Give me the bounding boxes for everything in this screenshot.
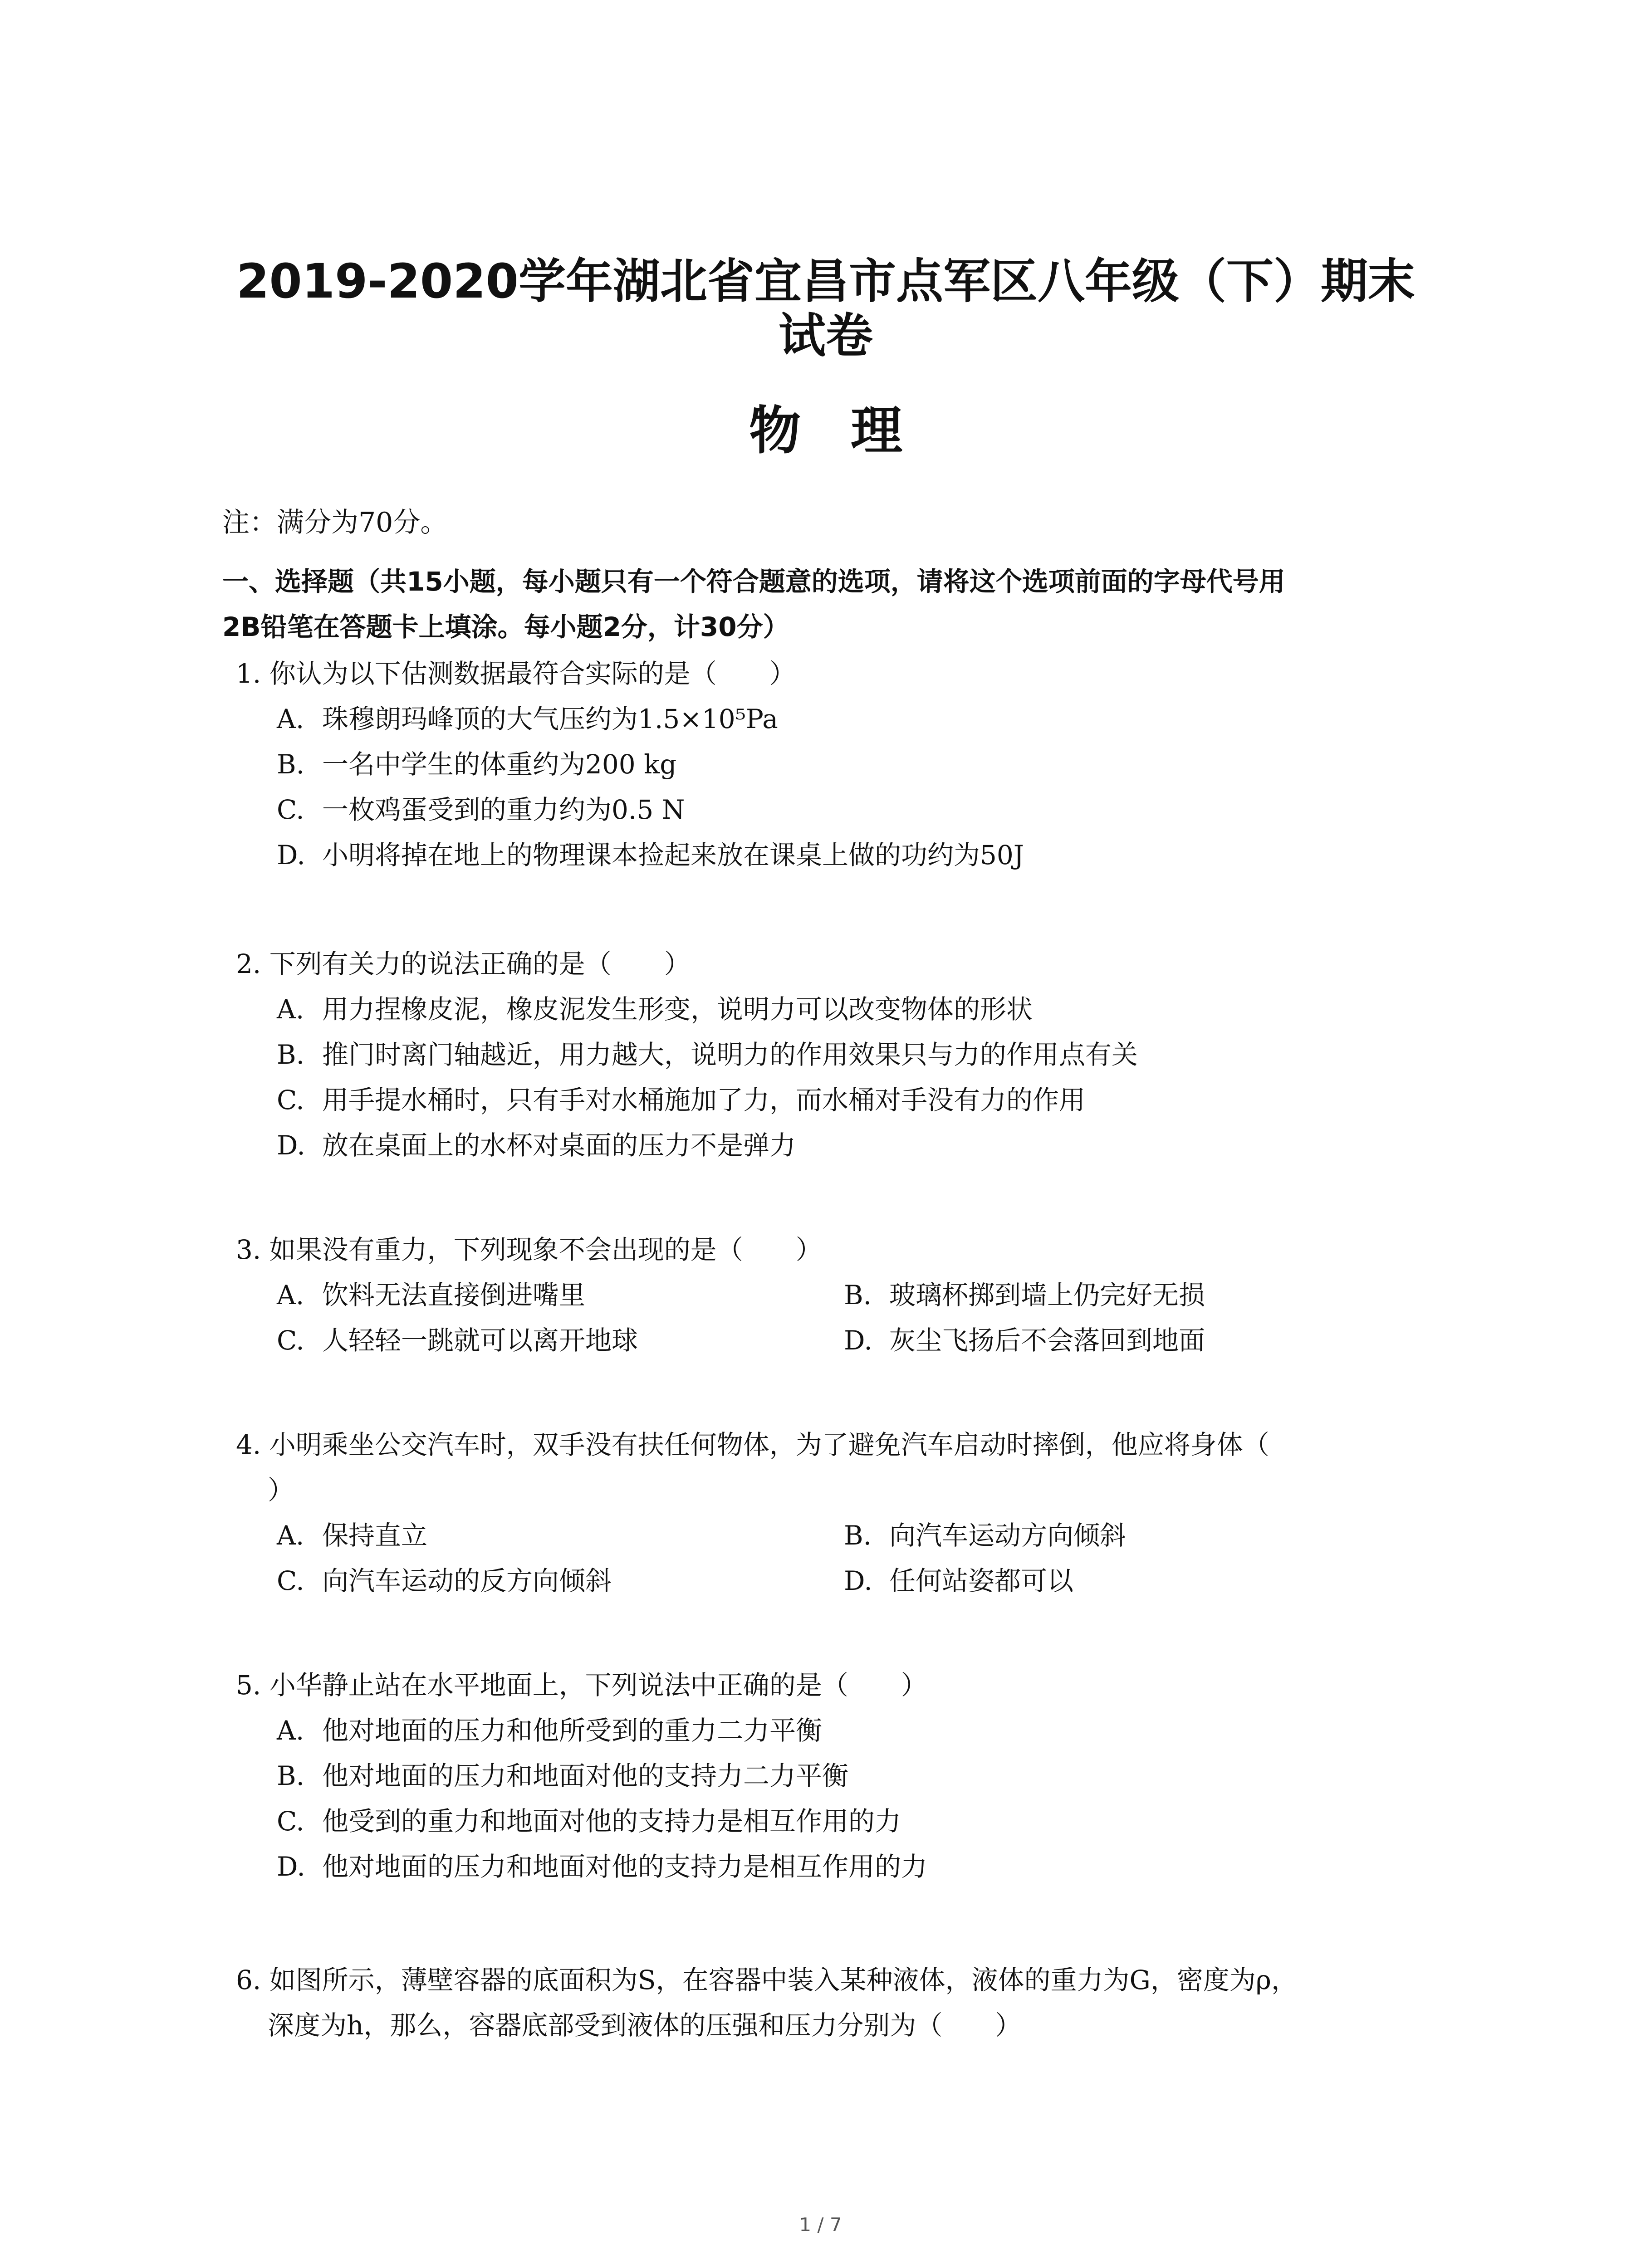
- question-3-option-c: [277, 1320, 638, 1361]
- question-2-option-c: [277, 1080, 1085, 1120]
- question-5-stem: 5. 小华静止站在水平地面上，下列说法中正确的是（ ）: [236, 1670, 927, 1701]
- option-label: B.: [844, 1280, 872, 1310]
- option-text: 向汽车运动的反方向倾斜: [322, 1565, 612, 1596]
- question-4-option-b: [844, 1515, 1126, 1556]
- option-label: B.: [277, 1760, 305, 1791]
- section-heading-line2: 2B铅笔在答题卡上填涂。每小题2分，计30分）: [222, 611, 789, 642]
- question-4-stem-continued: ）: [268, 1475, 294, 1505]
- option-text: 保持直立: [322, 1520, 428, 1551]
- question-4-option-a: [277, 1515, 427, 1556]
- option-label: A.: [277, 704, 304, 734]
- option-text: 用手提水桶时，只有手对水桶施加了力，而水桶对手没有力的作用: [322, 1085, 1086, 1115]
- option-text: 他受到的重力和地面对他的支持力是相互作用的力: [322, 1806, 901, 1837]
- exam-title-line2: 试卷: [778, 308, 873, 363]
- question-2-option-b: [277, 1034, 1138, 1075]
- question-5-option-a: [277, 1710, 822, 1751]
- option-text: 小明将掉在地上的物理课本捡起来放在课桌上做的功约为50J: [322, 840, 1024, 870]
- option-label: D.: [277, 1851, 305, 1882]
- question-2-option-a: [277, 989, 1033, 1030]
- option-label: C.: [277, 1565, 304, 1596]
- question-2-stem: 2. 下列有关力的说法正确的是（ ）: [236, 948, 691, 979]
- question-1-option-b: [277, 744, 676, 785]
- question-4-stem: 4. 小明乘坐公交汽车时，双手没有扶任何物体，为了避免汽车启动时摔倒，他应将身体（: [236, 1429, 1269, 1460]
- option-label: A.: [277, 1280, 304, 1310]
- option-text: 饮料无法直接倒进嘴里: [322, 1280, 586, 1310]
- question-5-option-d: [277, 1846, 927, 1887]
- option-text: 他对地面的压力和地面对他的支持力二力平衡: [322, 1760, 849, 1791]
- question-4-option-c: [277, 1560, 612, 1601]
- option-text: 推门时离门轴越近，用力越大，说明力的作用效果只与力的作用点有关: [322, 1039, 1138, 1070]
- question-1-option-d: [277, 835, 1024, 875]
- option-text: 他对地面的压力和地面对他的支持力是相互作用的力: [322, 1851, 928, 1882]
- option-label: C.: [277, 1085, 304, 1115]
- question-3-option-a: [277, 1275, 585, 1315]
- option-label: C.: [277, 1806, 304, 1837]
- question-5-option-b: [277, 1755, 848, 1796]
- question-2-option-d: [277, 1125, 796, 1166]
- option-label: A.: [277, 1520, 304, 1551]
- option-text: 任何站姿都可以: [889, 1565, 1074, 1596]
- option-text: 向汽车运动方向倾斜: [889, 1520, 1127, 1551]
- option-label: C.: [277, 1325, 304, 1356]
- option-text: 一名中学生的体重约为200 kg: [322, 749, 677, 780]
- option-text: 他对地面的压力和他所受到的重力二力平衡: [322, 1715, 823, 1746]
- option-text: 放在桌面上的水杯对桌面的压力不是弹力: [322, 1130, 796, 1161]
- question-1-stem: 1. 你认为以下估测数据最符合实际的是（ ）: [236, 658, 796, 689]
- option-label: B.: [277, 749, 305, 780]
- option-text: 玻璃杯掷到墙上仍完好无损: [889, 1280, 1205, 1310]
- option-text: 珠穆朗玛峰顶的大气压约为1.5×10⁵Pa: [322, 704, 778, 734]
- option-text: 灰尘飞扬后不会落回到地面: [889, 1325, 1205, 1356]
- section-heading-line1: 一、选择题（共15小题，每小题只有一个符合题意的选项，请将这个选项前面的字母代号用: [222, 566, 1285, 597]
- option-label: C.: [277, 794, 304, 825]
- question-3-option-d: [844, 1320, 1205, 1361]
- option-text: 人轻轻一跳就可以离开地球: [322, 1325, 638, 1356]
- question-6-stem-continued: 深度为h，那么，容器底部受到液体的压强和压力分别为（ ）: [268, 2010, 1022, 2041]
- option-label: D.: [844, 1325, 872, 1356]
- subject-title: 物理: [749, 401, 952, 461]
- question-4-option-d: [844, 1560, 1073, 1601]
- option-label: A.: [277, 1715, 304, 1746]
- question-3-option-b: [844, 1275, 1205, 1315]
- option-label: D.: [277, 840, 305, 870]
- exam-title-line1: 2019-2020学年湖北省宜昌市点军区八年级（下）期末: [236, 254, 1416, 309]
- option-text: 用力捏橡皮泥，橡皮泥发生形变，说明力可以改变物体的形状: [322, 994, 1033, 1025]
- option-label: B.: [844, 1520, 872, 1551]
- question-1-option-a: [277, 699, 778, 739]
- option-label: A.: [277, 994, 304, 1025]
- question-1-option-c: [277, 789, 685, 830]
- question-3-stem: 3. 如果没有重力，下列现象不会出现的是（ ）: [236, 1234, 822, 1265]
- option-label: B.: [277, 1039, 305, 1070]
- score-note: 注：满分为70分。: [222, 507, 448, 538]
- option-text: 一枚鸡蛋受到的重力约为0.5 N: [322, 794, 685, 825]
- question-5-option-c: [277, 1801, 901, 1842]
- option-label: D.: [277, 1130, 305, 1161]
- question-6-stem: 6. 如图所示，薄壁容器的底面积为S，在容器中装入某种液体，液体的重力为G，密度为ρ，: [236, 1965, 1298, 1995]
- page-indicator: 1 / 7: [799, 2214, 842, 2236]
- option-label: D.: [844, 1565, 872, 1596]
